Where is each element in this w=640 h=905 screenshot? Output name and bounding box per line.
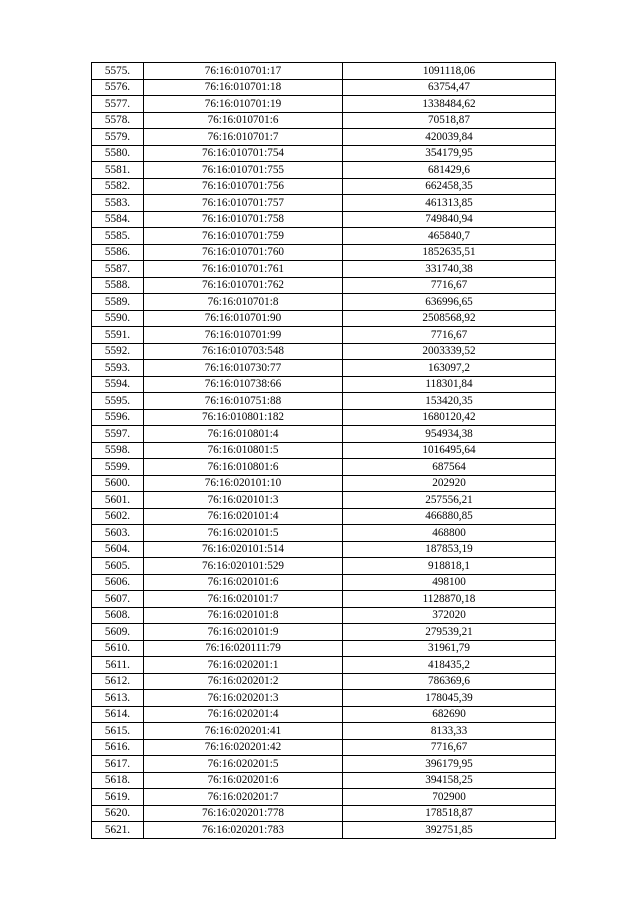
cadastral-value-cell: 1680120,42 (343, 409, 556, 426)
row-number-cell: 5612. (92, 673, 144, 690)
row-number-cell: 5585. (92, 228, 144, 245)
table-row (92, 657, 556, 674)
table-row (92, 244, 556, 261)
cadastral-value-cell: 1091118,06 (343, 63, 556, 80)
row-number-cell: 5619. (92, 789, 144, 806)
cadastral-value-cell: 466880,85 (343, 508, 556, 525)
row-number-cell: 5610. (92, 640, 144, 657)
table-row (92, 228, 556, 245)
table-row (92, 294, 556, 311)
table-row (92, 63, 556, 80)
cadastral-number-cell: 76:16:010730:77 (144, 360, 343, 377)
cadastral-value-cell: 1128870,18 (343, 591, 556, 608)
cadastral-value-cell: 118301,84 (343, 376, 556, 393)
cadastral-number-cell: 76:16:010701:99 (144, 327, 343, 344)
cadastral-number-cell: 76:16:010701:8 (144, 294, 343, 311)
table-row (92, 261, 556, 278)
row-number-cell: 5587. (92, 261, 144, 278)
cadastral-value-cell: 465840,7 (343, 228, 556, 245)
row-number-cell: 5603. (92, 525, 144, 542)
cadastral-value-cell: 396179,95 (343, 756, 556, 773)
cadastral-value-cell: 187853,19 (343, 541, 556, 558)
cadastral-value-cell: 202920 (343, 475, 556, 492)
cadastral-value-cell: 31961,79 (343, 640, 556, 657)
row-number-cell: 5583. (92, 195, 144, 212)
cadastral-number-cell: 76:16:010701:756 (144, 178, 343, 195)
cadastral-number-cell: 76:16:010701:755 (144, 162, 343, 179)
row-number-cell: 5607. (92, 591, 144, 608)
table-row (92, 690, 556, 707)
row-number-cell: 5581. (92, 162, 144, 179)
cadastral-number-cell: 76:16:020201:5 (144, 756, 343, 773)
table-row (92, 805, 556, 822)
table-row (92, 277, 556, 294)
row-number-cell: 5609. (92, 624, 144, 641)
table-row (92, 492, 556, 509)
cadastral-number-cell: 76:16:010801:4 (144, 426, 343, 443)
cadastral-value-cell: 7716,67 (343, 327, 556, 344)
row-number-cell: 5592. (92, 343, 144, 360)
row-number-cell: 5608. (92, 607, 144, 624)
row-number-cell: 5586. (92, 244, 144, 261)
table-row (92, 343, 556, 360)
cadastral-value-cell: 354179,95 (343, 145, 556, 162)
cadastral-value-cell: 786369,6 (343, 673, 556, 690)
table-row (92, 327, 556, 344)
row-number-cell: 5599. (92, 459, 144, 476)
cadastral-value-cell: 420039,84 (343, 129, 556, 146)
cadastral-value-cell: 418435,2 (343, 657, 556, 674)
table-row (92, 591, 556, 608)
cadastral-value-cell: 372020 (343, 607, 556, 624)
row-number-cell: 5604. (92, 541, 144, 558)
table-row (92, 756, 556, 773)
table-row (92, 525, 556, 542)
table-row (92, 459, 556, 476)
cadastral-number-cell: 76:16:020201:7 (144, 789, 343, 806)
table-row (92, 822, 556, 839)
cadastral-number-cell: 76:16:010701:7 (144, 129, 343, 146)
row-number-cell: 5601. (92, 492, 144, 509)
row-number-cell: 5575. (92, 63, 144, 80)
table-row (92, 673, 556, 690)
table-row (92, 178, 556, 195)
row-number-cell: 5595. (92, 393, 144, 410)
cadastral-value-cell: 702900 (343, 789, 556, 806)
table-row (92, 706, 556, 723)
cadastral-value-cell: 163097,2 (343, 360, 556, 377)
table-row (92, 96, 556, 113)
cadastral-number-cell: 76:16:020201:783 (144, 822, 343, 839)
table-row (92, 640, 556, 657)
cadastral-number-cell: 76:16:010703:548 (144, 343, 343, 360)
cadastral-value-cell: 918818,1 (343, 558, 556, 575)
cadastral-number-cell: 76:16:010701:18 (144, 79, 343, 96)
cadastral-number-cell: 76:16:010751:88 (144, 393, 343, 410)
table-row (92, 393, 556, 410)
table-row (92, 772, 556, 789)
row-number-cell: 5621. (92, 822, 144, 839)
table-row (92, 574, 556, 591)
cadastral-number-cell: 76:16:020201:4 (144, 706, 343, 723)
table-row (92, 723, 556, 740)
row-number-cell: 5589. (92, 294, 144, 311)
cadastral-value-cell: 749840,94 (343, 211, 556, 228)
cadastral-number-cell: 76:16:020101:4 (144, 508, 343, 525)
cadastral-number-cell: 76:16:020101:529 (144, 558, 343, 575)
table-row (92, 211, 556, 228)
row-number-cell: 5582. (92, 178, 144, 195)
cadastral-value-cell: 2508568,92 (343, 310, 556, 327)
cadastral-value-table (91, 62, 556, 839)
table-row (92, 426, 556, 443)
row-number-cell: 5605. (92, 558, 144, 575)
cadastral-number-cell: 76:16:010701:762 (144, 277, 343, 294)
row-number-cell: 5584. (92, 211, 144, 228)
row-number-cell: 5597. (92, 426, 144, 443)
cadastral-number-cell: 76:16:010701:760 (144, 244, 343, 261)
table-row (92, 162, 556, 179)
row-number-cell: 5598. (92, 442, 144, 459)
cadastral-value-cell: 1852635,51 (343, 244, 556, 261)
cadastral-value-cell: 70518,87 (343, 112, 556, 129)
cadastral-number-cell: 76:16:010701:759 (144, 228, 343, 245)
cadastral-value-cell: 636996,65 (343, 294, 556, 311)
table-row (92, 129, 556, 146)
row-number-cell: 5613. (92, 690, 144, 707)
cadastral-number-cell: 76:16:020101:3 (144, 492, 343, 509)
row-number-cell: 5596. (92, 409, 144, 426)
row-number-cell: 5578. (92, 112, 144, 129)
cadastral-value-cell: 687564 (343, 459, 556, 476)
cadastral-number-cell: 76:16:020201:41 (144, 723, 343, 740)
row-number-cell: 5620. (92, 805, 144, 822)
table-row (92, 376, 556, 393)
table-row (92, 607, 556, 624)
cadastral-value-cell: 662458,35 (343, 178, 556, 195)
row-number-cell: 5579. (92, 129, 144, 146)
cadastral-number-cell: 76:16:020101:8 (144, 607, 343, 624)
cadastral-number-cell: 76:16:010801:6 (144, 459, 343, 476)
row-number-cell: 5577. (92, 96, 144, 113)
row-number-cell: 5617. (92, 756, 144, 773)
cadastral-number-cell: 76:16:010801:5 (144, 442, 343, 459)
cadastral-value-cell: 682690 (343, 706, 556, 723)
cadastral-value-cell: 178045,39 (343, 690, 556, 707)
cadastral-value-cell: 461313,85 (343, 195, 556, 212)
table-row (92, 789, 556, 806)
table-row (92, 195, 556, 212)
table-row (92, 508, 556, 525)
cadastral-value-cell: 8133,33 (343, 723, 556, 740)
cadastral-number-cell: 76:16:020201:778 (144, 805, 343, 822)
cadastral-number-cell: 76:16:020201:6 (144, 772, 343, 789)
cadastral-value-cell: 7716,67 (343, 739, 556, 756)
cadastral-value-cell: 392751,85 (343, 822, 556, 839)
row-number-cell: 5611. (92, 657, 144, 674)
row-number-cell: 5590. (92, 310, 144, 327)
row-number-cell: 5614. (92, 706, 144, 723)
table-row (92, 541, 556, 558)
table-row (92, 310, 556, 327)
row-number-cell: 5600. (92, 475, 144, 492)
cadastral-number-cell: 76:16:010701:758 (144, 211, 343, 228)
cadastral-value-cell: 498100 (343, 574, 556, 591)
cadastral-value-cell: 394158,25 (343, 772, 556, 789)
cadastral-value-cell: 257556,21 (343, 492, 556, 509)
cadastral-number-cell: 76:16:020101:7 (144, 591, 343, 608)
cadastral-number-cell: 76:16:020101:9 (144, 624, 343, 641)
cadastral-value-cell: 1338484,62 (343, 96, 556, 113)
row-number-cell: 5618. (92, 772, 144, 789)
cadastral-number-cell: 76:16:020101:10 (144, 475, 343, 492)
row-number-cell: 5606. (92, 574, 144, 591)
table-row (92, 112, 556, 129)
cadastral-number-cell: 76:16:020201:1 (144, 657, 343, 674)
cadastral-number-cell: 76:16:010701:761 (144, 261, 343, 278)
table-row (92, 624, 556, 641)
cadastral-value-cell: 1016495,64 (343, 442, 556, 459)
row-number-cell: 5616. (92, 739, 144, 756)
cadastral-value-cell: 681429,6 (343, 162, 556, 179)
cadastral-number-cell: 76:16:020101:5 (144, 525, 343, 542)
table-row (92, 739, 556, 756)
table-row (92, 409, 556, 426)
table-row (92, 79, 556, 96)
cadastral-number-cell: 76:16:020201:42 (144, 739, 343, 756)
cadastral-number-cell: 76:16:020111:79 (144, 640, 343, 657)
cadastral-number-cell: 76:16:020101:514 (144, 541, 343, 558)
cadastral-number-cell: 76:16:020201:2 (144, 673, 343, 690)
cadastral-value-cell: 153420,35 (343, 393, 556, 410)
cadastral-number-cell: 76:16:010701:19 (144, 96, 343, 113)
table-row (92, 442, 556, 459)
table-row (92, 360, 556, 377)
cadastral-value-cell: 954934,38 (343, 426, 556, 443)
cadastral-value-cell: 178518,87 (343, 805, 556, 822)
cadastral-value-cell: 7716,67 (343, 277, 556, 294)
cadastral-number-cell: 76:16:010701:6 (144, 112, 343, 129)
row-number-cell: 5576. (92, 79, 144, 96)
table-body (92, 63, 556, 839)
table-row (92, 558, 556, 575)
table-row (92, 475, 556, 492)
cadastral-number-cell: 76:16:010801:182 (144, 409, 343, 426)
table-row (92, 145, 556, 162)
row-number-cell: 5594. (92, 376, 144, 393)
row-number-cell: 5615. (92, 723, 144, 740)
row-number-cell: 5602. (92, 508, 144, 525)
cadastral-number-cell: 76:16:020201:3 (144, 690, 343, 707)
row-number-cell: 5588. (92, 277, 144, 294)
cadastral-value-cell: 331740,38 (343, 261, 556, 278)
cadastral-value-cell: 2003339,52 (343, 343, 556, 360)
cadastral-value-cell: 468800 (343, 525, 556, 542)
row-number-cell: 5593. (92, 360, 144, 377)
cadastral-value-cell: 63754,47 (343, 79, 556, 96)
row-number-cell: 5580. (92, 145, 144, 162)
cadastral-number-cell: 76:16:010701:754 (144, 145, 343, 162)
cadastral-number-cell: 76:16:010738:66 (144, 376, 343, 393)
cadastral-number-cell: 76:16:010701:17 (144, 63, 343, 80)
row-number-cell: 5591. (92, 327, 144, 344)
cadastral-number-cell: 76:16:010701:90 (144, 310, 343, 327)
cadastral-value-cell: 279539,21 (343, 624, 556, 641)
cadastral-number-cell: 76:16:020101:6 (144, 574, 343, 591)
cadastral-number-cell: 76:16:010701:757 (144, 195, 343, 212)
